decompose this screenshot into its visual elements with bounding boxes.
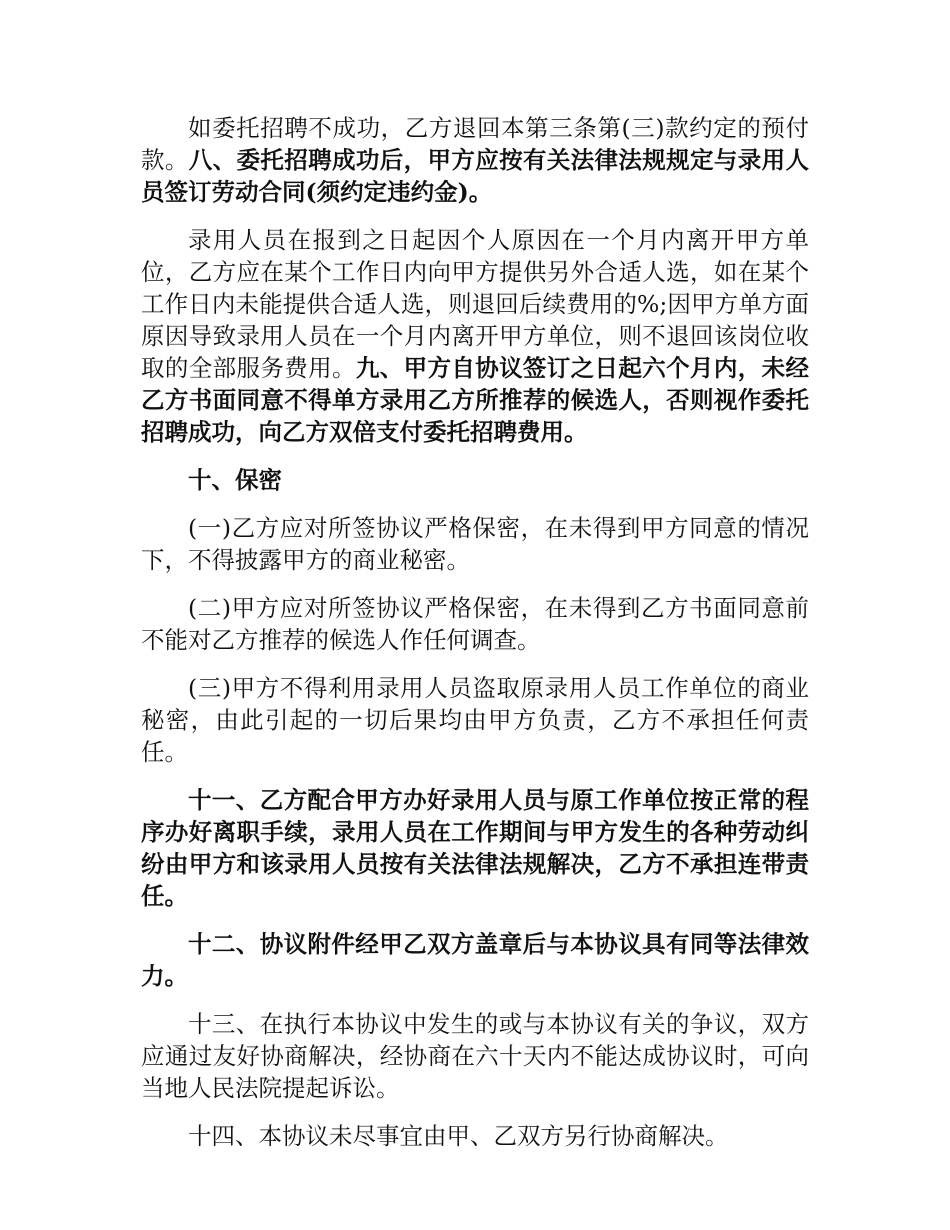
clause-10-title: 十、保密: [188, 466, 282, 494]
clause-13-text: 十三、在执行本协议中发生的或与本协议有关的争议，双方应通过友好协商解决，经协商在六十天内不能达成协议时，可向当地人民法院提起诉讼。: [141, 1010, 809, 1102]
clause-10-heading: [141, 464, 809, 496]
paragraph-refund-and-clause-8: [141, 112, 809, 208]
clause-12: [141, 928, 809, 992]
document-page: [141, 112, 809, 1168]
paragraph-departure-and-clause-9: [141, 224, 809, 448]
paragraph-text: (一)乙方应对所签协议严格保密，在未得到甲方同意的情况下，不得披露甲方的商业秘密。: [141, 514, 809, 574]
clause-11-text: 十一、乙方配合甲方办好录用人员与原工作单位按正常的程序办好离职手续，录用人员在工作期间与甲方发生的各种劳动纠纷由甲方和该录用人员按有关法律法规解决，乙方不承担连带责任。: [141, 786, 809, 910]
clause-13: [141, 1008, 809, 1104]
paragraph-text: 录用人员在报到之日起因个人原因在一个月内离开甲方单位，乙方应在某个工作日内向甲方提供另外合适人选，如在某个工作日内未能提供合适人选，则退回后续费用的%;因甲方单方面原因导致录用人员在一个月内离开甲方单位，则不退回该岗位收取的全部服务费用。: [141, 226, 809, 382]
paragraph-text: (三)甲方不得利用录用人员盗取原录用人员工作单位的商业秘密，由此引起的一切后果均由甲方负责，乙方不承担任何责任。: [141, 674, 809, 766]
paragraph-text: 如委托招聘不成功，乙方退回本第三条第(三)款约定的预付款。: [141, 114, 809, 174]
clause-9-text: 九、甲方自协议签订之日起六个月内，未经乙方书面同意不得单方录用乙方所推荐的候选人，否则视作委托招聘成功，向乙方双倍支付委托招聘费用。: [141, 354, 810, 446]
clause-11: [141, 784, 809, 912]
clause-12-text: 十二、协议附件经甲乙双方盖章后与本协议具有同等法律效力。: [141, 930, 809, 990]
paragraph-text: (二)甲方应对所签协议严格保密，在未得到乙方书面同意前不能对乙方推荐的候选人作任何调查。: [141, 594, 809, 654]
clause-10-item-3: [141, 672, 809, 768]
clause-14-text: 十四、本协议未尽事宜由甲、乙双方另行协商解决。: [188, 1122, 729, 1150]
clause-10-item-1: [141, 512, 809, 576]
clause-14: [141, 1120, 809, 1152]
clause-8-text: 八、委托招聘成功后，甲方应按有关法律法规规定与录用人员签订劳动合同(须约定违约金)。: [141, 146, 810, 206]
clause-10-item-2: [141, 592, 809, 656]
